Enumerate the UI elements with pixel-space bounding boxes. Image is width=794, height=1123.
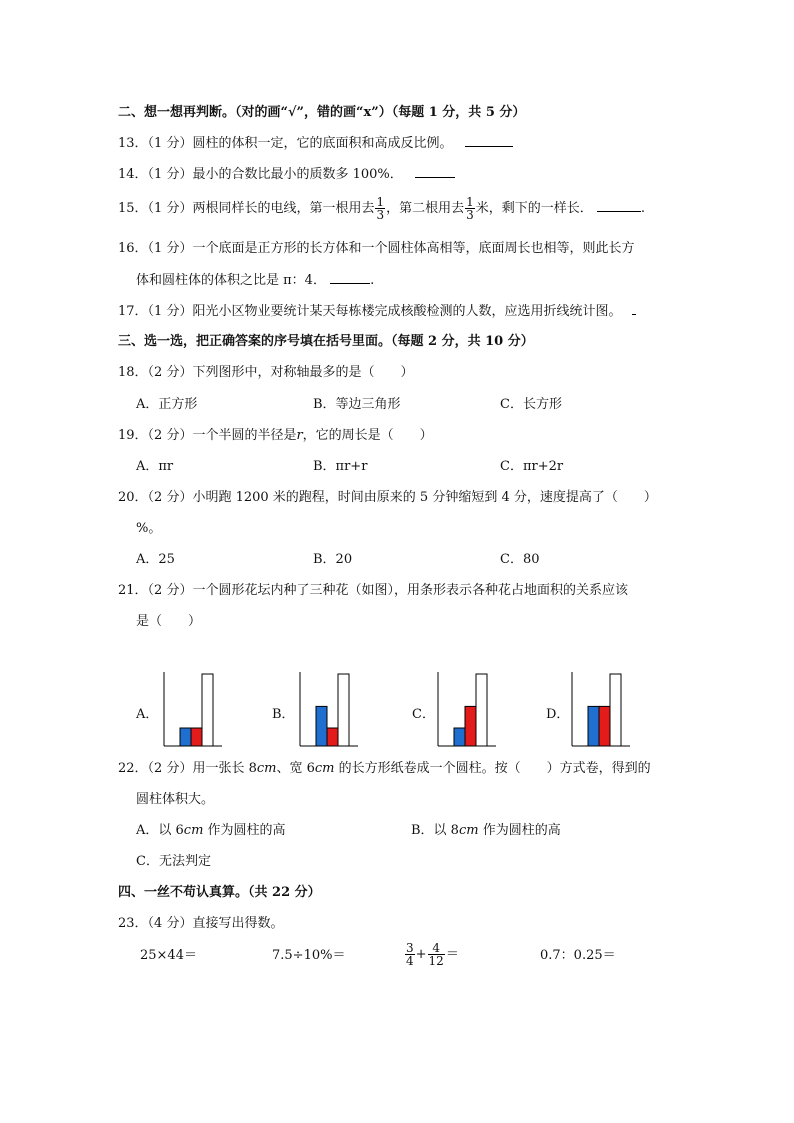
white-bar <box>202 674 213 746</box>
blue-bar <box>180 728 191 746</box>
q22-option-a-text: A．以 6 <box>136 823 184 838</box>
answer-blank[interactable] <box>597 199 641 212</box>
question-13 <box>118 134 513 153</box>
q16-text: 体和圆柱体的体积之比是 π：4． <box>136 273 326 288</box>
question-17 <box>118 302 636 321</box>
q23-expression-2: 7.5÷10%＝ <box>272 948 346 963</box>
q21-chart-b[interactable] <box>296 666 360 748</box>
q22-text-c: 的长方形纸卷成一个圆柱。按（ ）方式卷，得到的 <box>334 761 651 776</box>
q19-option-a[interactable]: A．πr <box>136 459 174 474</box>
question-21-line-1: 21．（2 分）一个圆形花坛内种了三种花（如图），用条形表示各种花占地面积的关系应该 <box>118 583 628 598</box>
q19-option-c[interactable]: C．πr+2r <box>500 459 564 474</box>
unit-cm: cm <box>256 761 277 776</box>
q15-text-a: 15．（1 分）两根同样长的电线，第一根用去 <box>118 201 375 216</box>
q22-option-c[interactable]: C．无法判定 <box>136 854 211 869</box>
answer-blank[interactable] <box>415 165 455 178</box>
q19-option-b[interactable]: B．πr+r <box>313 459 368 474</box>
q18-option-c[interactable]: C．长方形 <box>500 397 562 412</box>
unit-cm: cm <box>183 823 204 838</box>
white-bar <box>338 674 349 746</box>
blue-bar <box>588 706 599 746</box>
question-20-line-2: %。 <box>136 521 162 536</box>
fraction-four-twelfths: $\frac{4}{12}$ <box>428 941 444 968</box>
q22-text-b: 、宽 6 <box>276 761 315 776</box>
q23-expression-4: 0.7：0.25＝ <box>540 948 616 963</box>
q20-option-a[interactable]: A．25 <box>136 552 175 567</box>
q20-option-c[interactable]: C．80 <box>500 552 540 567</box>
unit-cm: cm <box>458 823 479 838</box>
q22-option-b-text: B．以 8 <box>411 823 459 838</box>
q21-option-c-label[interactable]: C． <box>412 707 435 722</box>
red-bar <box>191 728 202 746</box>
q15-text-b: ，第二根用去 <box>386 201 465 216</box>
question-21-line-2: 是（ ） <box>136 614 202 629</box>
q15-text-c: 米，剩下的一样长． <box>475 201 593 216</box>
unit-cm: cm <box>314 761 335 776</box>
fraction-one-third: $\frac{1}{3}$ <box>376 195 385 222</box>
answer-blank[interactable] <box>330 271 370 284</box>
q22-option-b[interactable] <box>411 822 561 840</box>
equals-sign: ＝ <box>445 947 459 962</box>
question-22-line-1 <box>118 760 651 778</box>
q23-expression-1: 25×44＝ <box>140 948 197 963</box>
plus-sign: + <box>415 947 427 962</box>
red-bar <box>327 728 338 746</box>
q21-chart-a[interactable] <box>160 666 224 748</box>
q23-expression-3 <box>404 942 459 967</box>
q22-option-a[interactable] <box>136 822 286 840</box>
red-bar <box>465 706 476 746</box>
question-19-stem <box>118 427 433 445</box>
answer-blank[interactable] <box>465 134 513 147</box>
question-15: 15．（1 分）两根同样长的电线，第一根用去 $\frac{1}{3}$ ，第二根用去 $\frac{1}{3}$ 米，剩下的一样长． . <box>118 195 646 222</box>
q13-text: 13．（1 分）圆柱的体积一定，它的底面积和高成反比例。 <box>118 136 453 151</box>
white-bar <box>476 674 487 746</box>
q17-text: 17．（1 分）阳光小区物业要统计某天每栋楼完成核酸检测的人数，应选用折线统计图。 <box>118 304 622 319</box>
q22-option-b-text-b: 作为圆柱的高 <box>478 823 561 838</box>
q18-option-b[interactable]: B．等边三角形 <box>313 397 401 412</box>
q22-text-a: 22．（2 分）用一张长 8 <box>118 761 257 776</box>
q21-option-a-label[interactable]: A． <box>136 707 159 722</box>
question-16-line-2: 体和圆柱体的体积之比是 π：4． . <box>136 273 375 288</box>
q14-text: 14．（1 分）最小的合数比最小的质数多 100%． <box>118 167 403 182</box>
q20-option-b[interactable]: B．20 <box>313 552 353 567</box>
q19-text-b: ，它的周长是（ ） <box>302 428 433 443</box>
fraction-three-quarters: $\frac{3}{4}$ <box>406 941 414 968</box>
section-3-heading: 三、选一选，把正确答案的序号填在括号里面。（每题 2 分，共 10 分） <box>118 334 534 349</box>
radius-variable: r <box>296 428 303 443</box>
fraction-one-third-meter: $\frac{1}{3}$ <box>466 195 474 222</box>
question-18-stem: 18．（2 分）下列图形中，对称轴最多的是（ ） <box>118 365 414 380</box>
question-14 <box>118 165 455 184</box>
question-22-line-2: 圆柱体积大。 <box>136 792 215 807</box>
blue-bar <box>454 728 465 746</box>
red-bar <box>599 706 610 746</box>
q18-option-a[interactable]: A．正方形 <box>136 397 198 412</box>
white-bar <box>610 674 621 746</box>
question-23-stem: 23．（4 分）直接写出得数。 <box>118 916 284 931</box>
blue-bar <box>316 706 327 746</box>
section-4-heading: 四、一丝不苟认真算。（共 22 分） <box>118 885 321 900</box>
answer-blank[interactable] <box>632 302 636 315</box>
q19-text-a: 19．（2 分）一个半圆的半径是 <box>118 428 297 443</box>
q21-option-d-label[interactable]: D． <box>546 707 570 722</box>
q22-option-a-text-b: 作为圆柱的高 <box>203 823 286 838</box>
q21-chart-c[interactable] <box>434 666 498 748</box>
question-20-line-1: 20．（2 分）小明跑 1200 米的跑程，时间由原来的 5 分钟缩短到 4 分，速度提高了（ ） <box>118 490 657 505</box>
section-2-heading: 二、想一想再判断。（对的画“√”，错的画“x”）（每题 1 分，共 5 分） <box>118 105 526 120</box>
q21-chart-d[interactable] <box>568 666 632 748</box>
question-16-line-1: 16．（1 分）一个底面是正方形的长方体和一个圆柱体高相等，底面周长也相等，则此长方 <box>118 241 635 256</box>
q21-option-b-label[interactable]: B． <box>272 707 295 722</box>
